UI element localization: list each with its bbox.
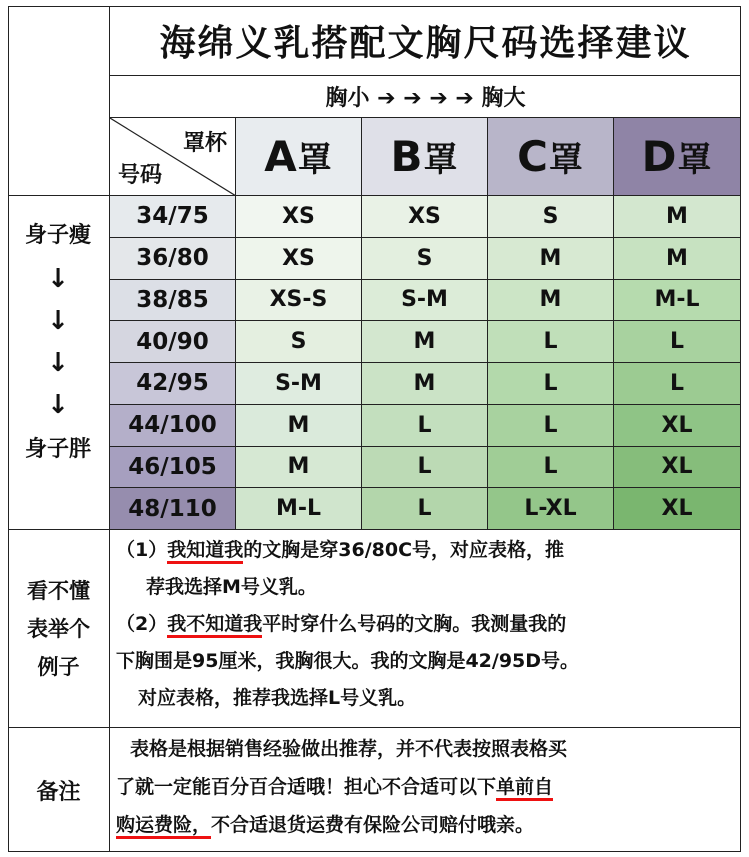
table-cell: XL bbox=[614, 405, 741, 447]
cup-suffix: 罩 bbox=[423, 140, 459, 180]
cup-letter: B bbox=[390, 132, 424, 181]
table-cell: M bbox=[488, 238, 614, 280]
table-cell: S-M bbox=[362, 280, 488, 322]
table-cell: L bbox=[614, 321, 741, 363]
down-arrow-icon: ↓ bbox=[47, 264, 69, 294]
table-cell: L bbox=[362, 447, 488, 489]
cup-header-c bbox=[488, 118, 614, 196]
size-label: 34/75 bbox=[110, 196, 236, 238]
table-cell: S bbox=[488, 196, 614, 238]
down-arrow-icon: ↓ bbox=[47, 348, 69, 378]
table-cell: L bbox=[488, 321, 614, 363]
cup-letter: C bbox=[517, 132, 549, 181]
cup-header-d bbox=[614, 118, 741, 196]
table-cell: XS bbox=[236, 238, 362, 280]
example-label-line: 例子 bbox=[37, 655, 80, 679]
table-cell: S bbox=[362, 238, 488, 280]
blank-corner-top bbox=[8, 6, 110, 196]
example-label-line: 表举个 bbox=[27, 617, 90, 641]
table-cell: M bbox=[362, 363, 488, 405]
table-cell: S bbox=[236, 321, 362, 363]
size-label: 46/105 bbox=[110, 447, 236, 489]
table-cell: L bbox=[488, 363, 614, 405]
cup-letter: A bbox=[264, 132, 298, 181]
table-cell: L-XL bbox=[488, 488, 614, 530]
table-cell: L bbox=[488, 405, 614, 447]
table-cell: XS bbox=[362, 196, 488, 238]
body-type-column bbox=[8, 196, 110, 530]
table-cell: XL bbox=[614, 488, 741, 530]
size-label: 44/100 bbox=[110, 405, 236, 447]
note-line-2: 了就一定能百分百合适哦！担心不合适可以下单前自 bbox=[116, 768, 736, 806]
underlined-phrase: 我知道我 bbox=[167, 539, 243, 564]
example-label-line: 看不懂 bbox=[27, 579, 90, 603]
table-cell: L bbox=[362, 405, 488, 447]
size-label: 48/110 bbox=[110, 488, 236, 530]
table-cell: L bbox=[362, 488, 488, 530]
table-cell: M bbox=[488, 280, 614, 322]
size-label: 36/80 bbox=[110, 238, 236, 280]
cup-letter: D bbox=[641, 132, 678, 181]
note-label: 备注 bbox=[8, 728, 110, 852]
example-line-4: 下胸围是95厘米，我胸很大。我的文胸是42/95D号。 bbox=[116, 650, 580, 672]
table-cell: S-M bbox=[236, 363, 362, 405]
table-cell: XS-S bbox=[236, 280, 362, 322]
size-label: 40/90 bbox=[110, 321, 236, 363]
down-arrow-icon: ↓ bbox=[47, 306, 69, 336]
cup-suffix: 罩 bbox=[548, 140, 584, 180]
cup-header-b bbox=[362, 118, 488, 196]
page-title: 海绵义乳搭配文胸尺码选择建议 bbox=[110, 6, 741, 76]
table-cell: M bbox=[362, 321, 488, 363]
table-cell: M bbox=[614, 238, 741, 280]
table-cell: M-L bbox=[236, 488, 362, 530]
table-cell: M bbox=[614, 196, 741, 238]
example-line-5: 对应表格，推荐我选择L号义乳。 bbox=[138, 687, 417, 709]
bust-arrow-row: 胸小 ➔ ➔ ➔ ➔ 胸大 bbox=[110, 76, 741, 118]
table-cell: M bbox=[236, 405, 362, 447]
table-cell: L bbox=[488, 447, 614, 489]
corner-label-cup: 罩杯 bbox=[182, 131, 227, 156]
underlined-phrase: 购运费险， bbox=[116, 814, 211, 839]
note-section bbox=[8, 728, 741, 852]
example-line-1: （1）我知道我的文胸是穿36/80C号，对应表格，推 bbox=[116, 532, 736, 569]
underlined-phrase: 我不知道我 bbox=[167, 613, 262, 638]
body-heavy-label: 身子胖 bbox=[24, 437, 91, 462]
table-cell: M-L bbox=[614, 280, 741, 322]
corner-header-cell bbox=[110, 118, 236, 196]
underlined-phrase: 单前自 bbox=[496, 776, 553, 801]
table-cell: XS bbox=[236, 196, 362, 238]
example-line-2: 荐我选择M号义乳。 bbox=[146, 576, 317, 598]
size-label: 42/95 bbox=[110, 363, 236, 405]
table-cell: M bbox=[236, 447, 362, 489]
down-arrow-icon: ↓ bbox=[47, 390, 69, 420]
example-text bbox=[116, 532, 736, 717]
example-line-3: （2）我不知道我平时穿什么号码的文胸。我测量我的 bbox=[116, 606, 736, 643]
example-label bbox=[8, 530, 110, 728]
cup-suffix: 罩 bbox=[297, 140, 333, 180]
example-section bbox=[8, 530, 741, 728]
table-cell: L bbox=[614, 363, 741, 405]
body-thin-label: 身子瘦 bbox=[24, 223, 91, 248]
size-label: 38/85 bbox=[110, 280, 236, 322]
corner-label-size: 号码 bbox=[118, 163, 163, 188]
cup-suffix: 罩 bbox=[677, 140, 713, 180]
note-text bbox=[116, 730, 736, 844]
table-cell: XL bbox=[614, 447, 741, 489]
cup-header-a bbox=[236, 118, 362, 196]
note-line-1: 表格是根据销售经验做出推荐，并不代表按照表格买 bbox=[130, 738, 568, 760]
note-line-3: 购运费险，不合适退货运费有保险公司赔付哦亲。 bbox=[116, 806, 736, 844]
